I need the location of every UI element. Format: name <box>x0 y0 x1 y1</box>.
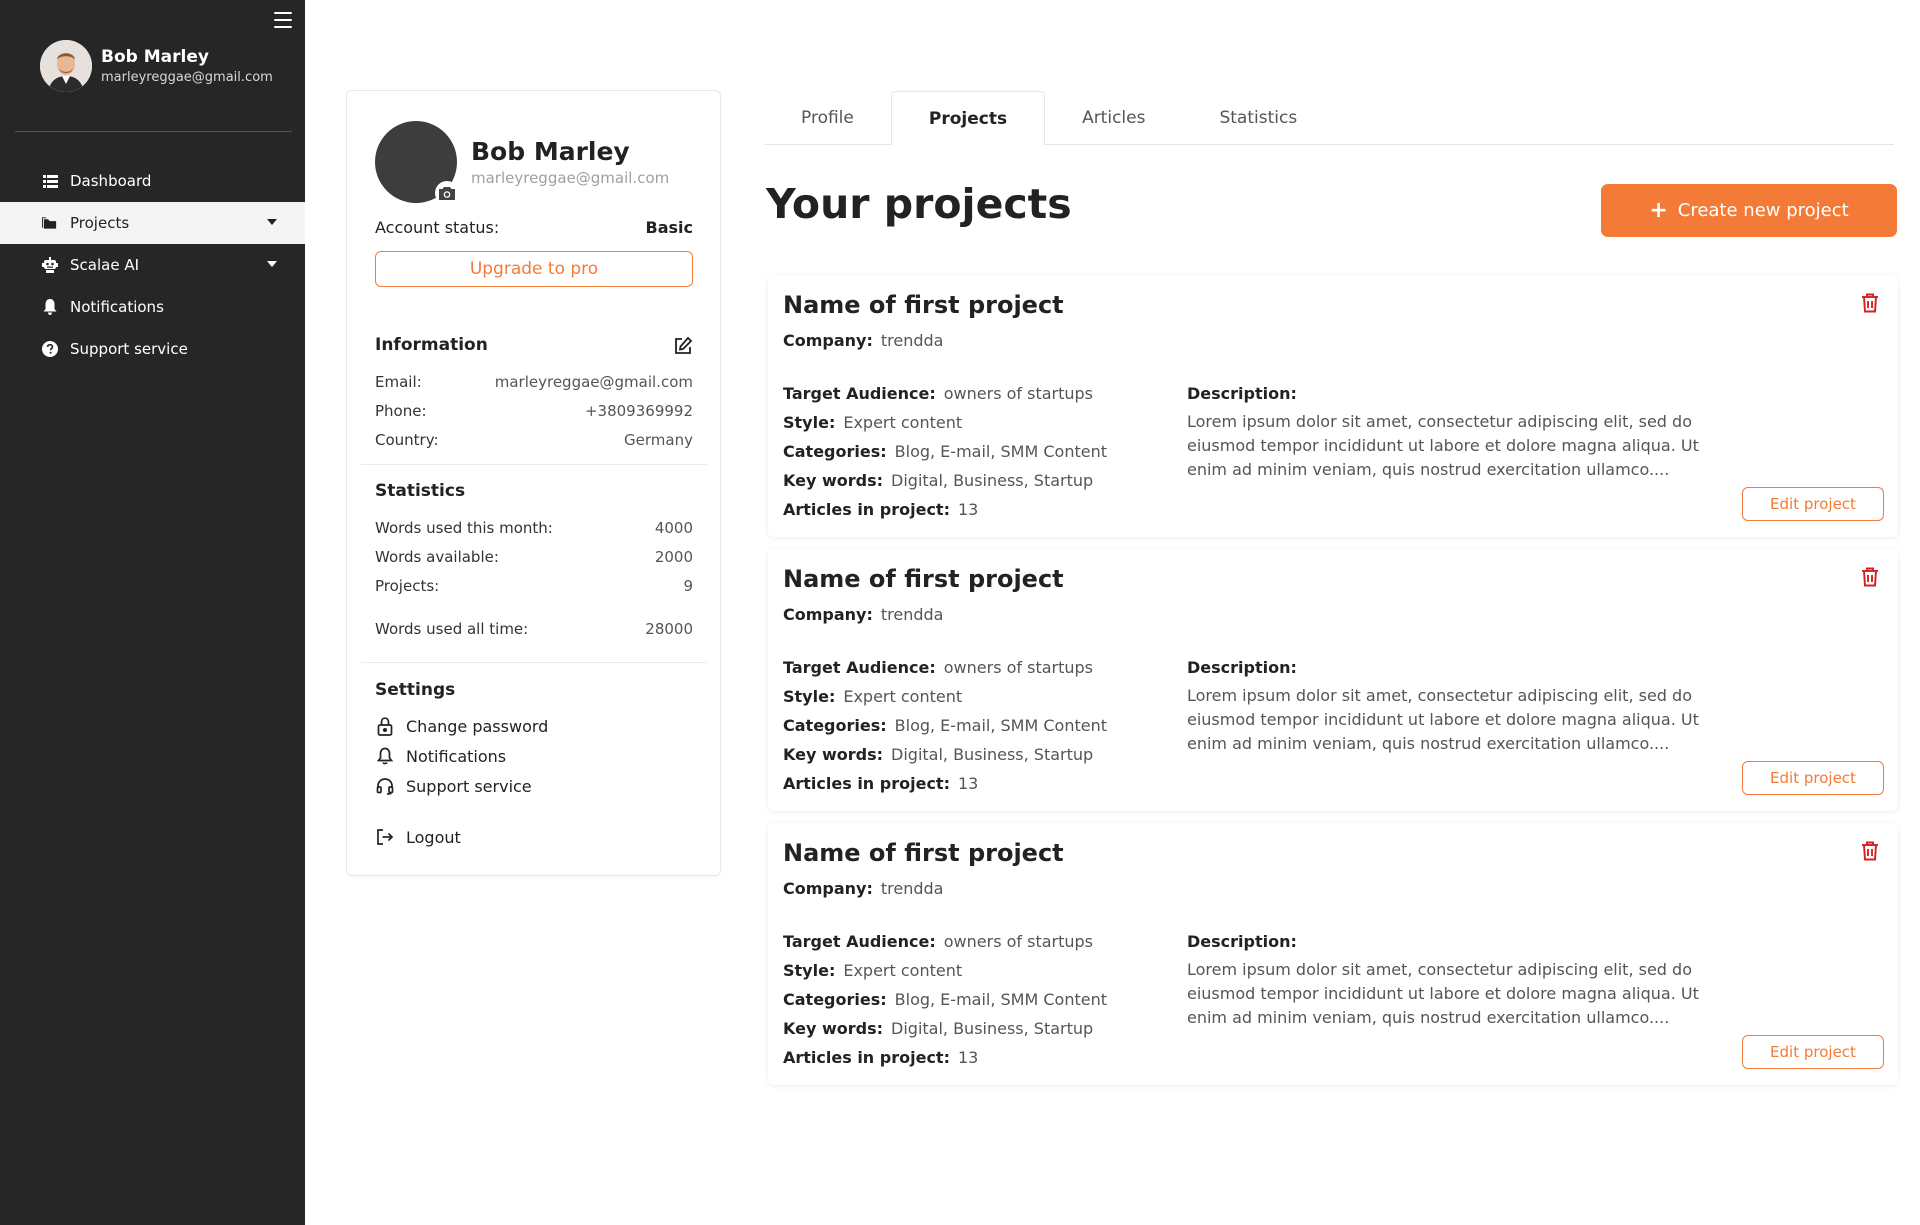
project-style: Style: Expert content <box>783 413 963 432</box>
camera-icon[interactable] <box>435 181 459 205</box>
project-categories: Categories: Blog, E-mail, SMM Content <box>783 716 1107 735</box>
sidebar-item-dashboard[interactable] <box>0 160 305 202</box>
info-value: marleyreggae@gmail.com <box>494 373 693 391</box>
page-title: Your projects <box>766 180 1072 228</box>
sidebar-item-support[interactable] <box>0 328 305 370</box>
stat-value: 9 <box>683 577 693 595</box>
stat-label: Projects: <box>375 577 440 595</box>
project-articles: Articles in project: 13 <box>783 1048 979 1067</box>
description-title: Description: <box>1187 384 1297 403</box>
info-country-row <box>375 431 693 449</box>
project-card <box>768 823 1898 1085</box>
info-value: +3809369992 <box>584 402 693 420</box>
profile-email: marleyreggae@gmail.com <box>471 169 670 187</box>
project-target: Target Audience: owners of startups <box>783 932 1094 951</box>
sidebar-item-label: Dashboard <box>70 172 152 190</box>
upgrade-button[interactable]: Upgrade to pro <box>375 251 693 287</box>
trash-icon[interactable] <box>1861 841 1881 863</box>
logout-icon <box>375 827 395 847</box>
create-project-label: Create new project <box>1677 200 1849 221</box>
description-title: Description: <box>1187 658 1297 677</box>
tab-statistics[interactable]: Statistics <box>1219 108 1298 128</box>
trash-icon[interactable] <box>1861 293 1881 315</box>
project-card <box>768 549 1898 811</box>
info-label: Country: <box>375 431 439 449</box>
profile-card <box>346 90 721 876</box>
menu-icon[interactable] <box>274 12 292 28</box>
stat-value: 4000 <box>654 519 693 537</box>
project-articles: Articles in project: 13 <box>783 774 979 793</box>
edit-project-button[interactable]: Edit project <box>1742 487 1884 521</box>
sidebar-item-label: Projects <box>70 214 130 232</box>
edit-project-button[interactable]: Edit project <box>1742 761 1884 795</box>
user-name: Bob Marley <box>101 47 209 67</box>
tab-projects[interactable]: Projects <box>891 91 1045 146</box>
sidebar-nav <box>0 160 305 370</box>
logout-label: Logout <box>406 827 461 847</box>
stat-label: Words available: <box>375 548 499 566</box>
question-icon <box>42 341 58 357</box>
notifications-link[interactable] <box>375 746 506 766</box>
settings-item-label: Notifications <box>406 746 507 766</box>
information-title: Information <box>375 335 488 355</box>
project-articles: Articles in project: 13 <box>783 500 979 519</box>
plus-icon: + <box>1649 198 1668 223</box>
project-company: Company: trendda <box>783 879 944 898</box>
description-title: Description: <box>1187 932 1297 951</box>
project-keywords: Key words: Digital, Business, Startup <box>783 745 1094 764</box>
info-label: Phone: <box>375 402 427 420</box>
project-description: Lorem ipsum dolor sit amet, consectetur adipiscing elit, sed do eiusmod tempor incididunt ut labore et dolore magna aliqua. Ut enim ad minim veniam, quis nostrud exercitation ullamco.... <box>1187 412 1699 479</box>
chevron-down-icon[interactable] <box>267 219 277 225</box>
project-target: Target Audience: owners of startups <box>783 384 1094 403</box>
sidebar <box>0 0 305 1225</box>
stat-row <box>375 620 693 638</box>
sidebar-item-projects[interactable] <box>0 202 305 244</box>
tab-articles[interactable]: Articles <box>1082 108 1146 128</box>
settings-item-label: Change password <box>406 716 549 736</box>
info-email-row <box>375 373 693 391</box>
stat-value: 28000 <box>645 620 693 638</box>
trash-icon[interactable] <box>1861 567 1881 589</box>
create-project-button[interactable] <box>1601 184 1897 237</box>
profile-name: Bob Marley <box>471 137 630 166</box>
user-email: marleyreggae@gmail.com <box>101 70 273 85</box>
project-name: Name of first project <box>783 291 1064 319</box>
list-icon <box>42 173 58 189</box>
robot-icon <box>42 257 58 273</box>
settings-title: Settings <box>375 680 456 700</box>
info-label: Email: <box>375 373 422 391</box>
stat-row <box>375 577 693 595</box>
headset-icon <box>375 776 395 796</box>
account-status-value: Basic <box>645 218 693 237</box>
change-password-link[interactable] <box>375 716 548 736</box>
bell-icon <box>375 746 395 766</box>
settings-item-label: Support service <box>406 776 532 796</box>
project-name: Name of first project <box>783 565 1064 593</box>
logout-link[interactable] <box>375 827 461 847</box>
tab-bar <box>764 91 1894 145</box>
statistics-title: Statistics <box>375 481 466 501</box>
sidebar-item-notifications[interactable] <box>0 286 305 328</box>
stat-label: Words used this month: <box>375 519 553 537</box>
project-company: Company: trendda <box>783 605 944 624</box>
account-status-label: Account status: <box>375 218 500 237</box>
sidebar-divider <box>15 131 292 132</box>
sidebar-item-label: Notifications <box>70 298 164 316</box>
stat-row <box>375 519 693 537</box>
sidebar-user <box>40 40 273 92</box>
project-categories: Categories: Blog, E-mail, SMM Content <box>783 990 1107 1009</box>
folder-icon <box>42 215 58 231</box>
account-status <box>375 218 693 237</box>
info-value: Germany <box>624 431 693 449</box>
project-name: Name of first project <box>783 839 1064 867</box>
stat-value: 2000 <box>654 548 693 566</box>
chevron-down-icon[interactable] <box>267 261 277 267</box>
info-phone-row <box>375 402 693 420</box>
project-company: Company: trendda <box>783 331 944 350</box>
project-card <box>768 275 1898 537</box>
edit-project-button[interactable]: Edit project <box>1742 1035 1884 1069</box>
project-description: Lorem ipsum dolor sit amet, consectetur adipiscing elit, sed do eiusmod tempor incididunt ut labore et dolore magna aliqua. Ut enim ad minim veniam, quis nostrud exercitation ullamco.... <box>1187 960 1699 1027</box>
bell-icon <box>42 299 58 315</box>
support-service-link[interactable] <box>375 776 532 796</box>
sidebar-item-label: Scalae AI <box>70 256 140 274</box>
tab-profile[interactable]: Profile <box>801 108 854 128</box>
stat-label: Words used all time: <box>375 620 529 638</box>
divider <box>361 662 707 663</box>
edit-icon[interactable] <box>673 336 693 356</box>
project-categories: Categories: Blog, E-mail, SMM Content <box>783 442 1107 461</box>
divider <box>361 464 707 465</box>
avatar <box>40 40 92 92</box>
project-style: Style: Expert content <box>783 961 963 980</box>
project-keywords: Key words: Digital, Business, Startup <box>783 471 1094 490</box>
project-keywords: Key words: Digital, Business, Startup <box>783 1019 1094 1038</box>
project-description: Lorem ipsum dolor sit amet, consectetur adipiscing elit, sed do eiusmod tempor incididunt ut labore et dolore magna aliqua. Ut enim ad minim veniam, quis nostrud exercitation ullamco.... <box>1187 686 1699 753</box>
project-target: Target Audience: owners of startups <box>783 658 1094 677</box>
project-style: Style: Expert content <box>783 687 963 706</box>
stat-row <box>375 548 693 566</box>
lock-icon <box>375 716 395 736</box>
sidebar-item-scalae-ai[interactable] <box>0 244 305 286</box>
sidebar-item-label: Support service <box>70 340 188 358</box>
